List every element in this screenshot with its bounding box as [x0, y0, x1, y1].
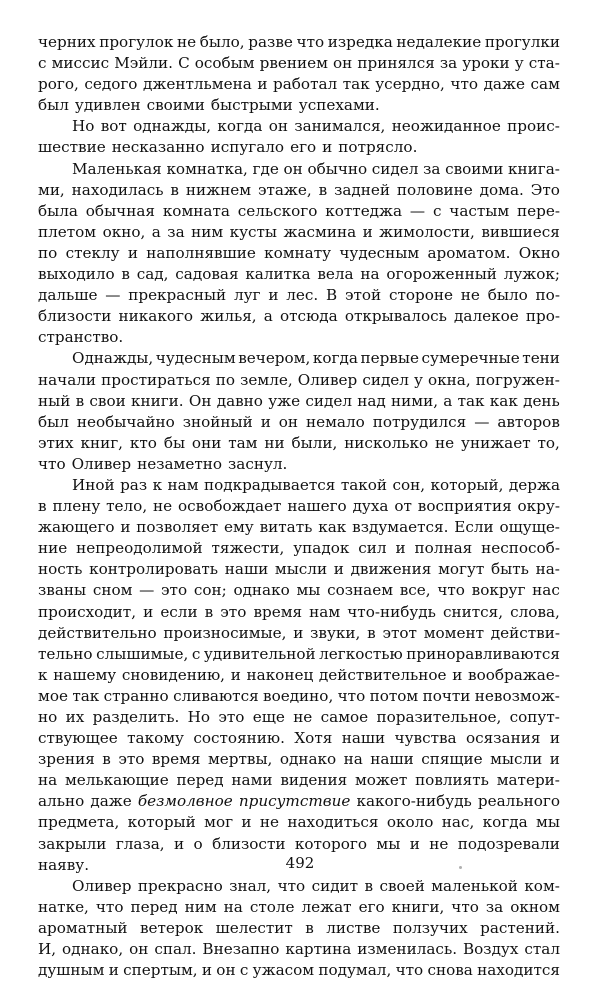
paragraph-first-line: Иной раз к нам подкрадывается такой сон, который, держа [72, 475, 560, 494]
text-line: этих книг, кто бы они там ни были, нисколько не унижает то, [38, 433, 560, 452]
text-line: ми, находилась в нижнем этаже, в задней половине дома. Это [38, 180, 560, 199]
text-line: был удивлен своими быстрыми успехами. [38, 96, 380, 115]
text-line: наяву. [38, 855, 90, 874]
paragraph-first-line: Однажды, чудесным вечером, когда первые сумеречные тени [72, 349, 560, 368]
text-line: к нашему сновидению, и наконец действительное и воображае- [38, 665, 560, 684]
paragraph-first-line: Оливер прекрасно знал, что сидит в своей маленькой ком- [72, 876, 560, 895]
text-line: в плену тело, не освобождает нашего духа от восприятия окру- [38, 497, 560, 516]
paragraph-first-line: Маленькая комнатка, где он обычно сидел за своими книга- [72, 159, 560, 178]
text-line: выходило в сад, садовая калитка вела на огороженный лужок; [38, 265, 560, 284]
text-line: ние непреодолимой тяжести, упадок сил и полная неспособ- [38, 539, 560, 558]
text-line: близости никакого жилья, а отсюда открывалось далекое про- [38, 307, 560, 326]
text-line: дальше — прекрасный луг и лес. В этой стороне не было по- [38, 286, 560, 305]
text-line: рого, седого джентльмена и работал так усердно, что даже сам [38, 75, 560, 94]
text-line: с миссис Мэйли. С особым рвением он принялся за уроки у ста- [38, 54, 560, 73]
page-number: 492 [285, 854, 315, 872]
scan-speck [459, 866, 462, 869]
text-line: жающего и позволяет ему витать как вздумается. Если ощуще- [38, 518, 560, 537]
text-line: натке, что перед ним на столе лежат его книги, что за окном [38, 897, 560, 916]
text-line: была обычная комната сельского коттеджа — с частым пере- [38, 201, 560, 220]
text-line: душным и спертым, и он с ужасом подумал, что снова находится [38, 961, 560, 980]
text-line: но их разделить. Но это еще не самое поразительное, сопут- [38, 708, 560, 726]
text-line: черних прогулок не было, разве что изредка недалекие прогулки [38, 33, 560, 51]
text-line: ально даже безмолвное присутствие какого-нибудь реального [38, 792, 560, 811]
book-page [38, 32, 560, 981]
text-line: ный в свои книги. Он давно уже сидел над ними, а так как день [38, 391, 560, 410]
text-line: предмета, который мог и не находиться около нас, когда мы [38, 813, 560, 832]
text-line: по стеклу и наполнявшие комнату чудесным ароматом. Окно [38, 243, 560, 262]
text-line: происходит, и если в это время нам что-нибудь снится, слова, [38, 602, 560, 621]
text-line: был необычайно знойный и он немало потрудился — авторов [38, 412, 560, 431]
text-line: званы сном — это сон; однако мы сознаем все, что вокруг нас [38, 581, 560, 600]
text-line: закрыли глаза, и о близости которого мы и не подозревали [38, 834, 560, 853]
text-line: шествие несказанно испугало его и потрясло. [38, 138, 418, 157]
text-line: начали простираться по земле, Оливер сидел у окна, погружен- [38, 370, 560, 389]
text-line: что Оливер незаметно заснул. [38, 454, 288, 473]
text-line: действительно произносимые, и звуки, в этот момент действи- [38, 623, 560, 642]
text-line: на мелькающие перед нами видения может повлиять матери- [38, 771, 560, 790]
text-line: странство. [38, 328, 124, 347]
text-line: И, однако, он спал. Внезапно картина изменилась. Воздух стал [38, 940, 560, 959]
text-line: ствующее такому состоянию. Хотя наши чувства осязания и [38, 729, 560, 748]
text-line: ность контролировать наши мысли и движения могут быть на- [38, 560, 560, 579]
text-line: плетом окно, а за ним кусты жасмина и жимолости, вившиеся [38, 222, 560, 241]
text-line: зрения в это время мертвы, однако на наши спящие мысли и [38, 750, 560, 769]
paragraph-first-line: Но вот однажды, когда он занимался, неожиданное проис- [72, 117, 560, 136]
text-line: мое так странно сливаются воедино, что потом почти невозмож- [38, 686, 560, 705]
text-line: тельно слышимые, с удивительной легкостью приноравливаются [38, 644, 560, 663]
text-line: ароматный ветерок шелестит в листве ползучих растений. [38, 918, 560, 937]
